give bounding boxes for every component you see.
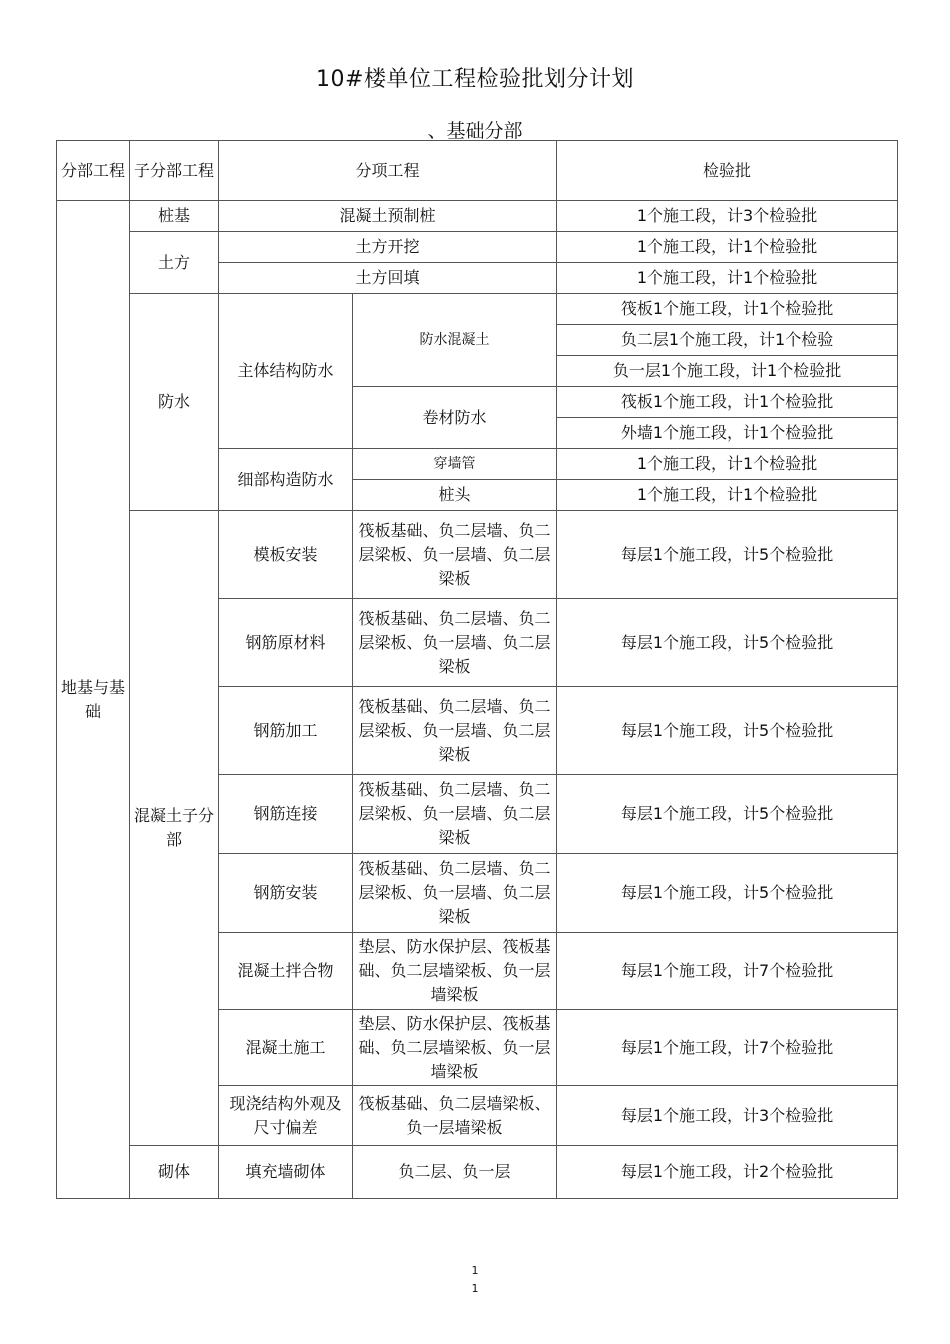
division-cell: 地基与基础: [57, 201, 130, 1199]
batch-formwork: 每层1个施工段，计5个检验批: [557, 511, 898, 599]
detail-formwork: 筏板基础、负二层墙、负二层梁板、负一层墙、负二层梁板: [353, 511, 557, 599]
batch-mem-outer: 外墙1个施工段，计1个检验批: [557, 418, 898, 449]
item-wall-pipe: 穿墙管: [353, 449, 557, 480]
item-waterproof-concrete: 防水混凝土: [353, 294, 557, 387]
inspection-batch-table: [56, 140, 898, 1199]
item-backfill: 土方回填: [219, 263, 557, 294]
batch-rebar-processing: 每层1个施工段，计5个检验批: [557, 687, 898, 775]
table-row: [57, 511, 898, 599]
item-main-waterproof: 主体结构防水: [219, 294, 353, 449]
item-cast-deviation: 现浇结构外观及尺寸偏差: [219, 1086, 353, 1146]
detail-rebar-raw: 筏板基础、负二层墙、负二层梁板、负一层墙、负二层梁板: [353, 599, 557, 687]
batch-rebar-installation: 每层1个施工段，计5个检验批: [557, 854, 898, 933]
batch-precast-pile: 1个施工段，计3个检验批: [557, 201, 898, 232]
page-number: 1: [471, 1264, 479, 1277]
item-excavation: 土方开挖: [219, 232, 557, 263]
section-heading: 、基础分部: [427, 120, 523, 142]
header-batch: 检验批: [557, 141, 898, 201]
batch-concrete-mix: 每层1个施工段，计7个检验批: [557, 933, 898, 1010]
item-rebar-raw: 钢筋原材料: [219, 599, 353, 687]
item-rebar-connection: 钢筋连接: [219, 775, 353, 854]
item-concrete-mix: 混凝土拌合物: [219, 933, 353, 1010]
item-formwork: 模板安装: [219, 511, 353, 599]
sub-waterproof: 防水: [130, 294, 219, 511]
table-header-row: [57, 141, 898, 201]
header-division: 分部工程: [57, 141, 130, 201]
item-concrete-pour: 混凝土施工: [219, 1010, 353, 1086]
item-membrane: 卷材防水: [353, 387, 557, 449]
batch-rebar-connection: 每层1个施工段，计5个检验批: [557, 775, 898, 854]
detail-rebar-connection: 筏板基础、负二层墙、负二层梁板、负一层墙、负二层梁板: [353, 775, 557, 854]
batch-wp-raft: 筏板1个施工段，计1个检验批: [557, 294, 898, 325]
batch-rebar-raw: 每层1个施工段，计5个检验批: [557, 599, 898, 687]
table-row: [57, 232, 898, 263]
batch-concrete-pour: 每层1个施工段，计7个检验批: [557, 1010, 898, 1086]
table-row: [57, 294, 898, 325]
batch-infill-wall: 每层1个施工段，计2个检验批: [557, 1146, 898, 1199]
item-detail-waterproof: 细部构造防水: [219, 449, 353, 511]
batch-cast-deviation: 每层1个施工段，计3个检验批: [557, 1086, 898, 1146]
sub-masonry: 砌体: [130, 1146, 219, 1199]
page-total: 1: [471, 1282, 479, 1295]
item-precast-pile: 混凝土预制桩: [219, 201, 557, 232]
item-rebar-installation: 钢筋安装: [219, 854, 353, 933]
detail-rebar-processing: 筏板基础、负二层墙、负二层梁板、负一层墙、负二层梁板: [353, 687, 557, 775]
batch-wp-b1: 负一层1个施工段，计1个检验批: [557, 356, 898, 387]
sub-earth: 土方: [130, 232, 219, 294]
batch-pile-head: 1个施工段，计1个检验批: [557, 480, 898, 511]
item-infill-wall: 填充墙砌体: [219, 1146, 353, 1199]
detail-rebar-installation: 筏板基础、负二层墙、负二层梁板、负一层墙、负二层梁板: [353, 854, 557, 933]
header-item: 分项工程: [219, 141, 557, 201]
item-rebar-processing: 钢筋加工: [219, 687, 353, 775]
batch-mem-raft: 筏板1个施工段，计1个检验批: [557, 387, 898, 418]
table-row: [57, 201, 898, 232]
page-title: 10#楼单位工程检验批划分计划: [316, 67, 634, 92]
sub-concrete: 混凝土子分部: [130, 511, 219, 1146]
header-subdivision: 子分部工程: [130, 141, 219, 201]
detail-concrete-mix: 垫层、防水保护层、筏板基础、负二层墙梁板、负一层墙梁板: [353, 933, 557, 1010]
batch-excavation: 1个施工段，计1个检验批: [557, 232, 898, 263]
batch-backfill: 1个施工段，计1个检验批: [557, 263, 898, 294]
batch-wall-pipe: 1个施工段，计1个检验批: [557, 449, 898, 480]
sub-pile: 桩基: [130, 201, 219, 232]
detail-infill-wall: 负二层、负一层: [353, 1146, 557, 1199]
detail-concrete-pour: 垫层、防水保护层、筏板基础、负二层墙梁板、负一层墙梁板: [353, 1010, 557, 1086]
table-row: [57, 1146, 898, 1199]
item-pile-head: 桩头: [353, 480, 557, 511]
detail-cast-deviation: 筏板基础、负二层墙梁板、负一层墙梁板: [353, 1086, 557, 1146]
batch-wp-b2: 负二层1个施工段，计1个检验: [557, 325, 898, 356]
